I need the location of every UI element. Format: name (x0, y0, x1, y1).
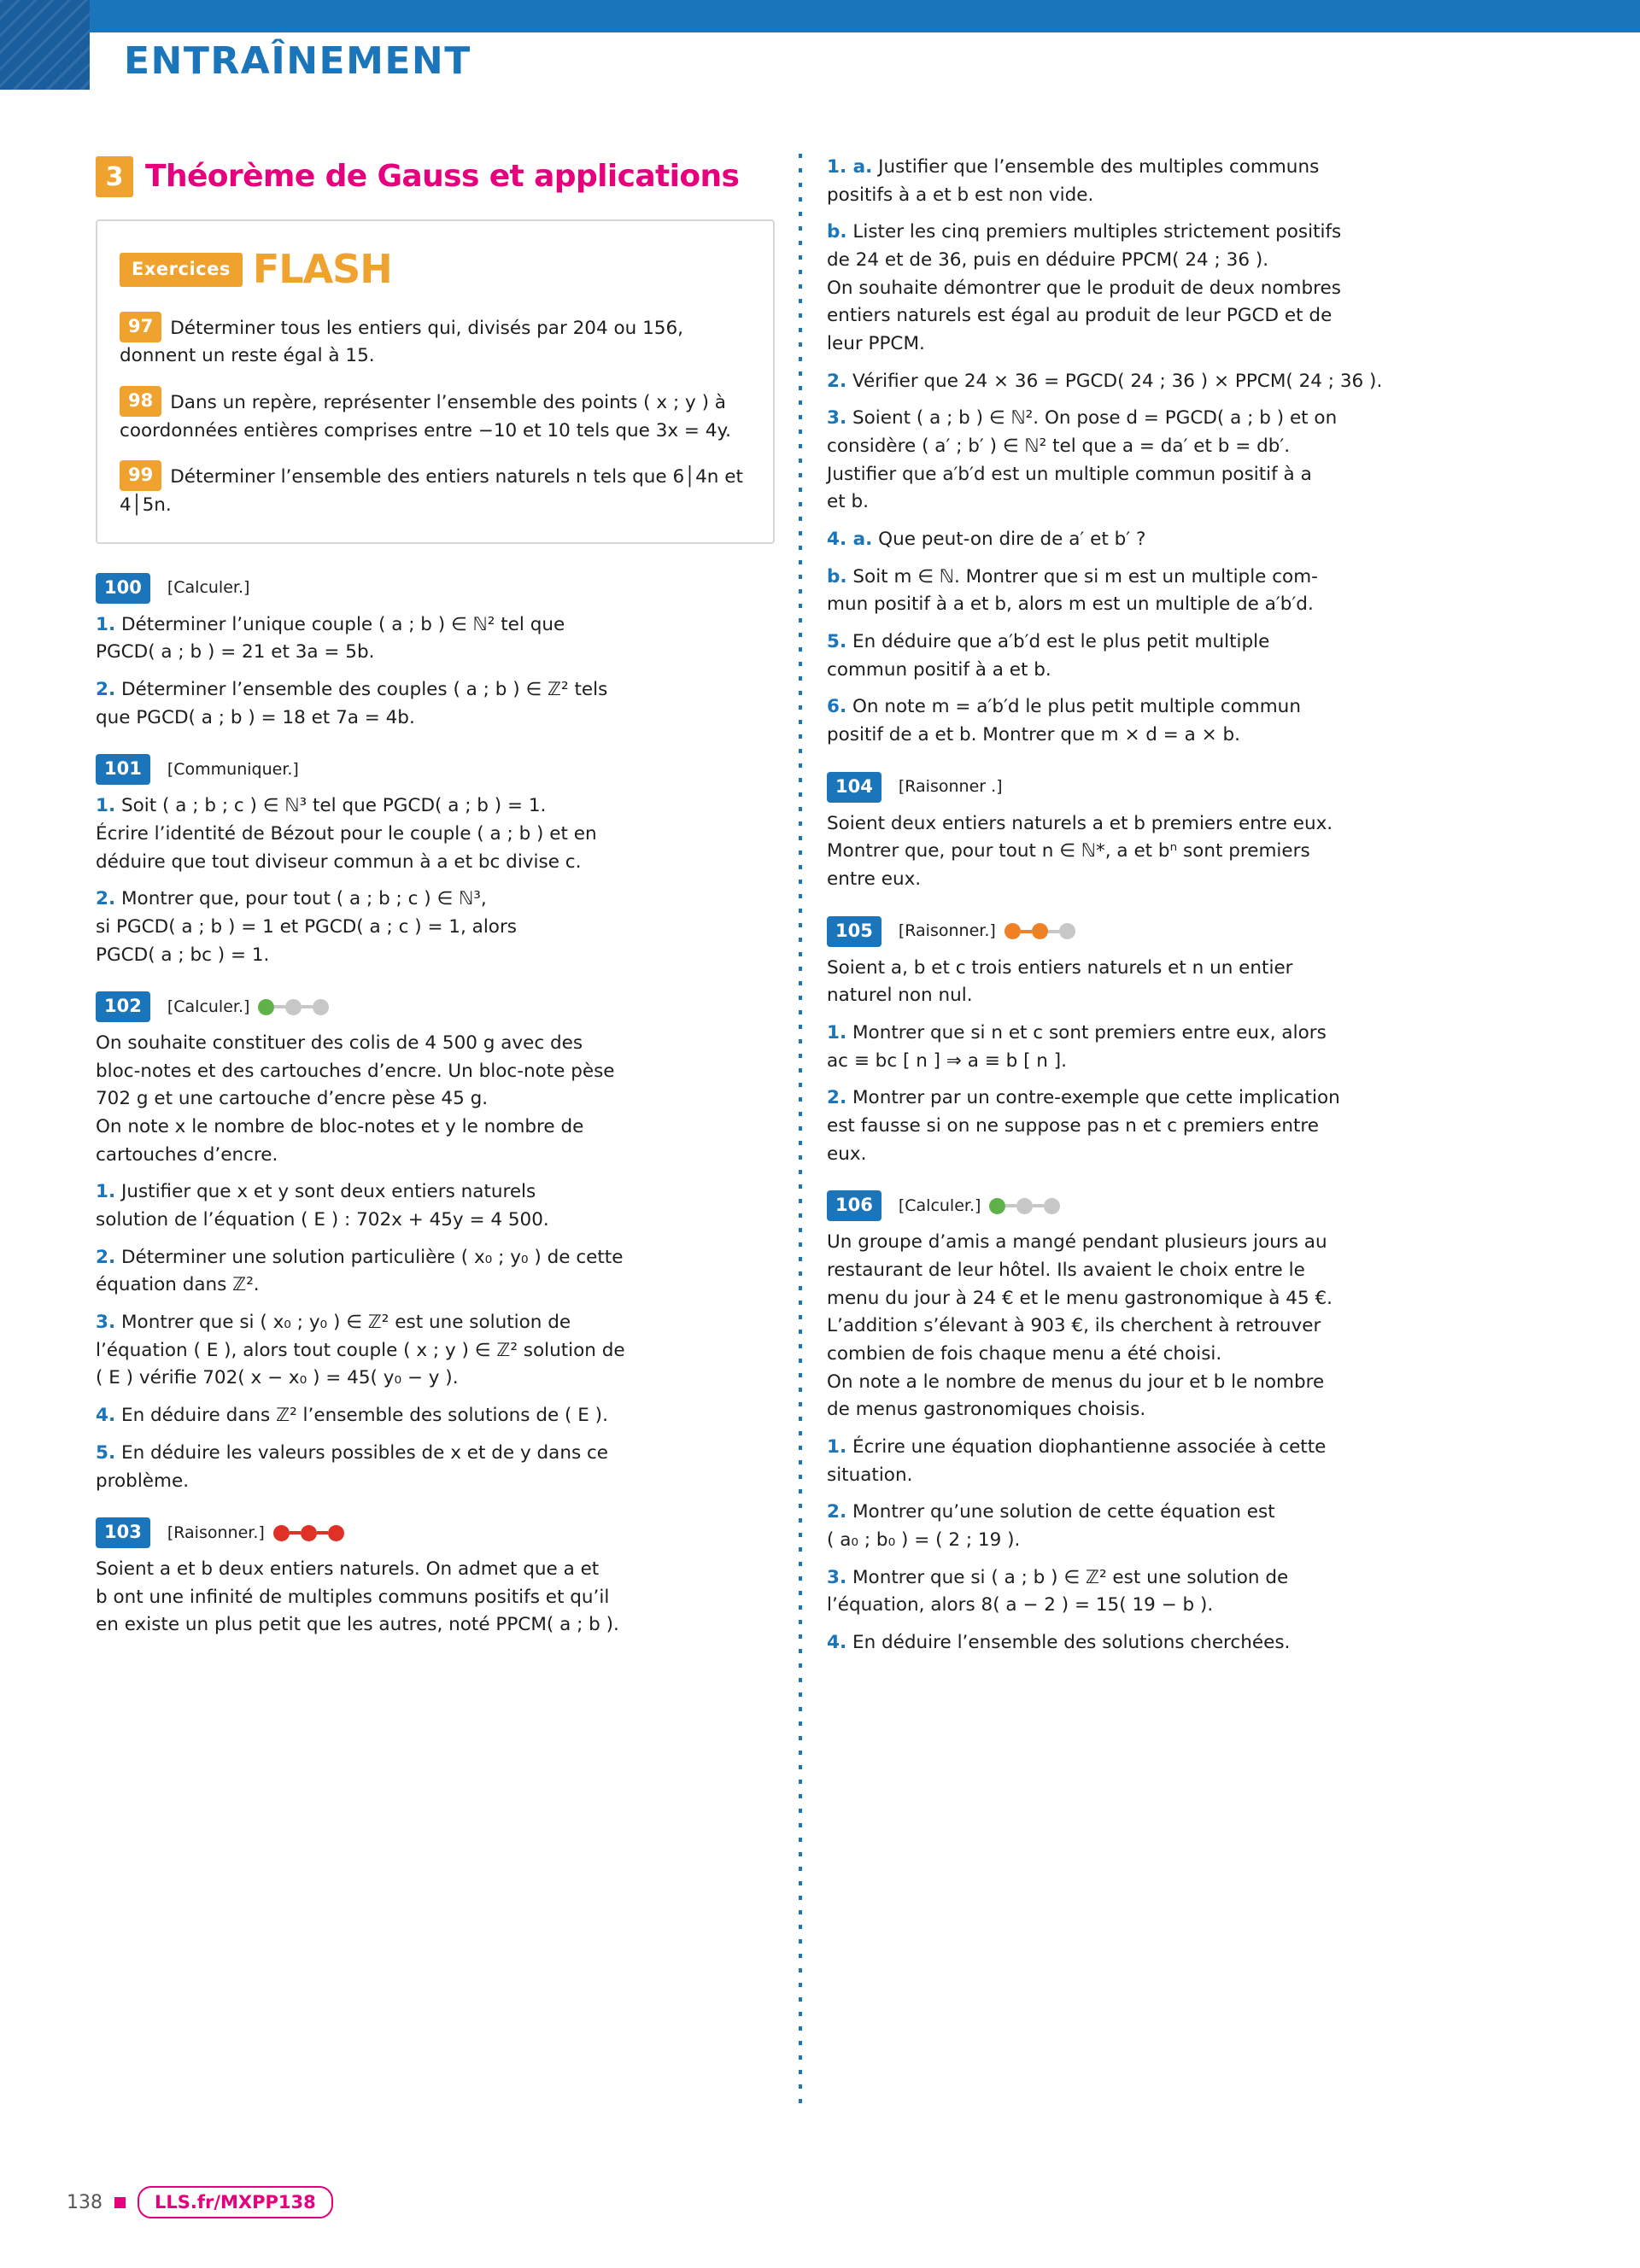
question-1 (96, 1178, 775, 1234)
question-label: 3. (96, 1312, 116, 1334)
exercise-number: 103 (96, 1517, 150, 1548)
difficulty-dot-2 (1016, 1198, 1033, 1214)
question-text: Montrer que, pour tout ( a ; b ; c ) ∈ ℕ³, (120, 888, 487, 910)
difficulty-connector (274, 1005, 285, 1008)
question-2 (96, 1244, 775, 1300)
exercise-competency-tag: [Communiquer.] (167, 759, 299, 779)
question-label: 2. (827, 370, 847, 392)
exercise-103-header (96, 1517, 775, 1548)
exercise-number: 97 (120, 312, 161, 342)
question-text: commun positif à a et b. (827, 658, 1051, 681)
difficulty-connector (1033, 1204, 1044, 1207)
section-title: Théorème de Gauss et applications (145, 159, 740, 194)
question-label: 1. (96, 613, 116, 635)
column-divider (799, 154, 802, 2105)
difficulty-indicator (258, 999, 329, 1015)
difficulty-dot-3 (328, 1525, 344, 1541)
body-text: menu du jour à 24 € et le menu gastronomique à 45 €. (827, 1287, 1333, 1309)
body-text: restaurant de leur hôtel. Ils avaient le choix entre le (827, 1259, 1305, 1281)
exercise-number: 102 (96, 991, 150, 1022)
body-text: en existe un plus petit que les autres, noté PPCM( a ; b ). (96, 1614, 619, 1636)
question-2 (827, 1084, 1502, 1168)
question-text: si PGCD( a ; b ) = 1 et PGCD( a ; c ) = 1, alors (96, 915, 517, 938)
difficulty-connector (317, 1531, 328, 1534)
exercise-competency-tag: [Raisonner.] (898, 921, 996, 941)
question-4a (827, 526, 1502, 554)
question-text: Lister les cinq premiers multiples strictement positifs (852, 221, 1342, 243)
exercise-100-header (96, 573, 775, 604)
exercise-number: 99 (120, 460, 161, 491)
question-label: 2. (96, 678, 116, 700)
difficulty-dot-1 (273, 1525, 290, 1541)
page-footer (67, 2186, 333, 2218)
body-text: On souhaite démontrer que le produit de deux nombres (827, 277, 1341, 299)
question-1 (96, 792, 775, 876)
page-title: ENTRAÎNEMENT (124, 39, 472, 83)
exercise-number: 101 (96, 754, 150, 785)
body-text: Soient a, b et c trois entiers naturels et n un entier (827, 956, 1293, 979)
question-label: 3. (827, 407, 847, 430)
body-text: leur PPCM. (827, 333, 925, 355)
body-text: b ont une infinité de multiples communs positifs et qu’il (96, 1586, 610, 1608)
question-label: 2. (96, 1246, 116, 1268)
question-1a (827, 154, 1502, 209)
question-text: En déduire les valeurs possibles de x et de y dans ce (120, 1441, 609, 1464)
exercise-intro (827, 1229, 1502, 1424)
question-text: mun positif à a et b, alors m est un multiple de a′b′d. (827, 593, 1314, 616)
question-text: l’équation, alors 8( a − 2 ) = 15( 19 − b ). (827, 1594, 1214, 1616)
exercise-text (827, 810, 1502, 894)
section-header (96, 154, 775, 201)
question-5 (827, 628, 1502, 684)
question-2 (96, 676, 775, 732)
question-text: Montrer que si ( x₀ ; y₀ ) ∈ ℤ² est une solution de (120, 1312, 571, 1334)
question-label: 2. (96, 888, 116, 910)
question-text: solution de l’équation ( E ) : 702x + 45y = 4 500. (96, 1209, 549, 1231)
difficulty-dot-3 (313, 999, 329, 1015)
exercise-competency-tag: [Raisonner .] (898, 777, 1003, 797)
exercise-text: Déterminer l’ensemble des entiers naturels n tels que 6│4n et 4│5n. (120, 466, 743, 516)
exercise-number: 98 (120, 386, 161, 417)
question-text: ( a₀ ; b₀ ) = ( 2 ; 19 ). (827, 1529, 1021, 1551)
question-1b (827, 219, 1502, 358)
exercise-competency-tag: [Calculer.] (898, 1195, 981, 1215)
body-text: Soient deux entiers naturels a et b premiers entre eux. (827, 812, 1333, 834)
question-text: et b. (827, 491, 869, 513)
page-number: 138 (67, 2191, 102, 2213)
exercise-103 (96, 1517, 775, 1640)
exercise-104-header (827, 772, 1502, 803)
footer-square-marker (114, 2197, 126, 2208)
question-text: On note m = a′b′d le plus petit multiple commun (852, 696, 1301, 718)
difficulty-dot-1 (258, 999, 274, 1015)
banner-pattern (0, 0, 90, 90)
question-label: 4. a. (827, 529, 873, 551)
difficulty-dot-1 (1004, 923, 1021, 939)
section-number: 3 (96, 156, 133, 197)
question-text: positifs à a et b est non vide. (827, 184, 1094, 206)
flash-label: Exercices (120, 253, 243, 287)
question-text: que PGCD( a ; b ) = 18 et 7a = 4b. (96, 706, 415, 728)
exercise-105-header (827, 916, 1502, 947)
question-1 (827, 1020, 1502, 1075)
exercise-intro (96, 1030, 775, 1169)
difficulty-indicator (989, 1198, 1060, 1214)
question-label: b. (827, 221, 847, 243)
difficulty-indicator (273, 1525, 344, 1541)
difficulty-dot-2 (1032, 923, 1048, 939)
exercise-106-header (827, 1190, 1502, 1221)
difficulty-dot-1 (989, 1198, 1005, 1214)
question-label: 1. (96, 1181, 116, 1203)
question-5 (96, 1440, 775, 1495)
question-text: Justifier que l’ensemble des multiples communs (878, 156, 1320, 178)
exercise-102-header (96, 991, 775, 1022)
question-text: Montrer par un contre-exemple que cette implication (852, 1087, 1340, 1109)
intro-text: 702 g et une cartouche d’encre pèse 45 g. (96, 1088, 489, 1110)
question-text: déduire que tout diviseur commun à a et bc divise c. (96, 850, 582, 873)
exercise-97 (120, 312, 751, 371)
exercise-101 (96, 754, 775, 969)
question-text: problème. (96, 1470, 190, 1492)
exercise-text: Déterminer tous les entiers qui, divisés par 204 ou 156, donnent un reste égal à 15. (120, 317, 683, 367)
difficulty-connector (302, 1005, 313, 1008)
question-2 (96, 886, 775, 969)
exercise-105 (827, 916, 1502, 1169)
question-label: 6. (827, 696, 847, 718)
exercise-103-continued (827, 154, 1502, 750)
question-2 (827, 1499, 1502, 1554)
question-text: En déduire l’ensemble des solutions cherchées. (852, 1631, 1291, 1653)
exercise-102 (96, 991, 775, 1495)
body-text: Un groupe d’amis a mangé pendant plusieurs jours au (827, 1231, 1327, 1254)
difficulty-dot-2 (285, 999, 302, 1015)
question-text: équation dans ℤ². (96, 1274, 260, 1296)
question-text: est fausse si on ne suppose pas n et c premiers entre (827, 1114, 1319, 1137)
question-label: 5. (96, 1441, 116, 1464)
question-text: de 24 et de 36, puis en déduire PPCM( 24 ; 36 ). (827, 249, 1269, 272)
exercise-text (96, 1556, 775, 1640)
question-text: Déterminer l’unique couple ( a ; b ) ∈ ℕ² tel que (120, 613, 565, 635)
intro-text: bloc-notes et des cartouches d’encre. Un bloc-note pèse (96, 1060, 615, 1082)
exercise-104 (827, 772, 1502, 894)
body-text: Montrer que, pour tout n ∈ ℕ*, a et bⁿ sont premiers (827, 840, 1310, 862)
difficulty-connector (1048, 930, 1059, 933)
left-column (96, 154, 775, 1649)
exercise-competency-tag: [Raisonner.] (167, 1523, 265, 1542)
question-text: Montrer que si n et c sont premiers entre eux, alors (852, 1021, 1327, 1043)
difficulty-connector (290, 1531, 301, 1534)
question-4 (827, 1629, 1502, 1657)
question-label: 4. (827, 1631, 847, 1653)
question-label: 3. (827, 1566, 847, 1588)
exercise-101-header (96, 754, 775, 785)
question-4b (827, 564, 1502, 619)
question-text: PGCD( a ; b ) = 21 et 3a = 5b. (96, 641, 375, 663)
question-text: ( E ) vérifie 702( x − x₀ ) = 45( y₀ − y ). (96, 1367, 459, 1389)
question-3 (827, 405, 1502, 517)
intro-text: On souhaite constituer des colis de 4 500 g avec des (96, 1032, 583, 1055)
question-text: Justifier que a′b′d est un multiple commun positif à a (827, 463, 1312, 485)
question-text: Justifier que x et y sont deux entiers naturels (120, 1181, 536, 1203)
question-label: 1. (827, 1021, 847, 1043)
question-label: b. (827, 565, 847, 587)
exercise-106 (827, 1190, 1502, 1657)
question-text: Déterminer l’ensemble des couples ( a ; b ) ∈ ℤ² tels (120, 678, 608, 700)
body-text: On note a le nombre de menus du jour et b le nombre (827, 1371, 1325, 1393)
body-text: de menus gastronomiques choisis. (827, 1399, 1146, 1421)
question-6 (827, 693, 1502, 749)
question-label: 4. (96, 1405, 116, 1427)
question-2 (827, 368, 1502, 396)
question-1 (96, 611, 775, 667)
question-3 (96, 1309, 775, 1393)
difficulty-connector (1021, 930, 1032, 933)
body-text: combien de fois chaque menu a été choisi. (827, 1342, 1222, 1365)
exercise-competency-tag: [Calculer.] (167, 578, 250, 598)
flash-word: FLASH (252, 245, 392, 292)
exercise-number: 106 (827, 1190, 882, 1221)
question-text: considère ( a′ ; b′ ) ∈ ℕ² tel que a = da′ et b = db′. (827, 435, 1291, 458)
question-text: Que peut-on dire de a′ et b′ ? (878, 529, 1146, 551)
question-text: situation. (827, 1464, 913, 1486)
question-label: 2. (827, 1501, 847, 1523)
question-label: 5. (827, 631, 847, 653)
question-text: PGCD( a ; bc ) = 1. (96, 944, 270, 966)
difficulty-indicator (1004, 923, 1075, 939)
body-text: L’addition s’élevant à 903 €, ils cherchent à retrouver (827, 1315, 1321, 1337)
exercise-number: 104 (827, 772, 882, 803)
intro-text: cartouches d’encre. (96, 1143, 278, 1166)
question-text: Écrire une équation diophantienne associée à cette (852, 1435, 1327, 1458)
question-label: 1. (827, 1435, 847, 1458)
body-text: Soient a et b deux entiers naturels. On admet que a et (96, 1558, 600, 1581)
exercise-number: 105 (827, 916, 882, 947)
question-1 (827, 1434, 1502, 1489)
question-label: 1. a. (827, 156, 873, 178)
exercise-100 (96, 573, 775, 733)
exercise-competency-tag: [Calculer.] (167, 997, 250, 1016)
body-text: entiers naturels est égal au produit de leur PGCD et de (827, 305, 1332, 327)
question-text: l’équation ( E ), alors tout couple ( x ; y ) ∈ ℤ² solution de (96, 1339, 625, 1361)
question-text: En déduire dans ℤ² l’ensemble des solutions de ( E ). (120, 1405, 608, 1427)
question-3 (827, 1564, 1502, 1620)
question-text: Vérifier que 24 × 36 = PGCD( 24 ; 36 ) × PPCM( 24 ; 36 ). (852, 370, 1383, 392)
flash-header (120, 240, 751, 300)
question-text: ac ≡ bc [ n ] ⇒ a ≡ b [ n ]. (827, 1049, 1067, 1072)
difficulty-dot-3 (1044, 1198, 1060, 1214)
question-text: Soit ( a ; b ; c ) ∈ ℕ³ tel que PGCD( a ; b ) = 1. (120, 795, 547, 817)
question-text: Écrire l’identité de Bézout pour le couple ( a ; b ) et en (96, 822, 597, 845)
difficulty-connector (1005, 1204, 1016, 1207)
question-label: 2. (827, 1087, 847, 1109)
question-text: Soient ( a ; b ) ∈ ℕ². On pose d = PGCD( a ; b ) et on (852, 407, 1338, 430)
question-text: Montrer qu’une solution de cette équation est (852, 1501, 1275, 1523)
question-4 (96, 1402, 775, 1430)
question-text: Soit m ∈ ℕ. Montrer que si m est un multiple com- (852, 565, 1318, 587)
question-text: eux. (827, 1143, 867, 1165)
flash-exercises-box (96, 219, 775, 544)
exercise-98 (120, 386, 751, 445)
question-label: 1. (96, 795, 116, 817)
intro-text: On note x le nombre de bloc-notes et y le nombre de (96, 1116, 584, 1138)
right-column (827, 154, 1502, 1667)
banner-tab (90, 0, 478, 32)
body-text: entre eux. (827, 868, 922, 891)
exercise-text: Dans un repère, représenter l’ensemble des points ( x ; y ) à coordonnées entières comprises entre −10 et 10 tels que 3x = 4y. (120, 391, 731, 441)
question-text: positif de a et b. Montrer que m × d = a × b. (827, 724, 1240, 746)
question-text: En déduire que a′b′d est le plus petit multiple (852, 631, 1270, 653)
difficulty-dot-2 (301, 1525, 317, 1541)
banner-corner-decoration (0, 0, 90, 90)
resource-link-code[interactable]: LLS.fr/MXPP138 (138, 2186, 333, 2218)
difficulty-dot-3 (1059, 923, 1075, 939)
question-text: Montrer que si ( a ; b ) ∈ ℤ² est une solution de (852, 1566, 1289, 1588)
question-text: Déterminer une solution particulière ( x₀ ; y₀ ) de cette (120, 1246, 624, 1268)
exercise-99 (120, 460, 751, 519)
exercise-number: 100 (96, 573, 150, 604)
body-text: naturel non nul. (827, 985, 973, 1007)
exercise-intro (827, 955, 1502, 1010)
